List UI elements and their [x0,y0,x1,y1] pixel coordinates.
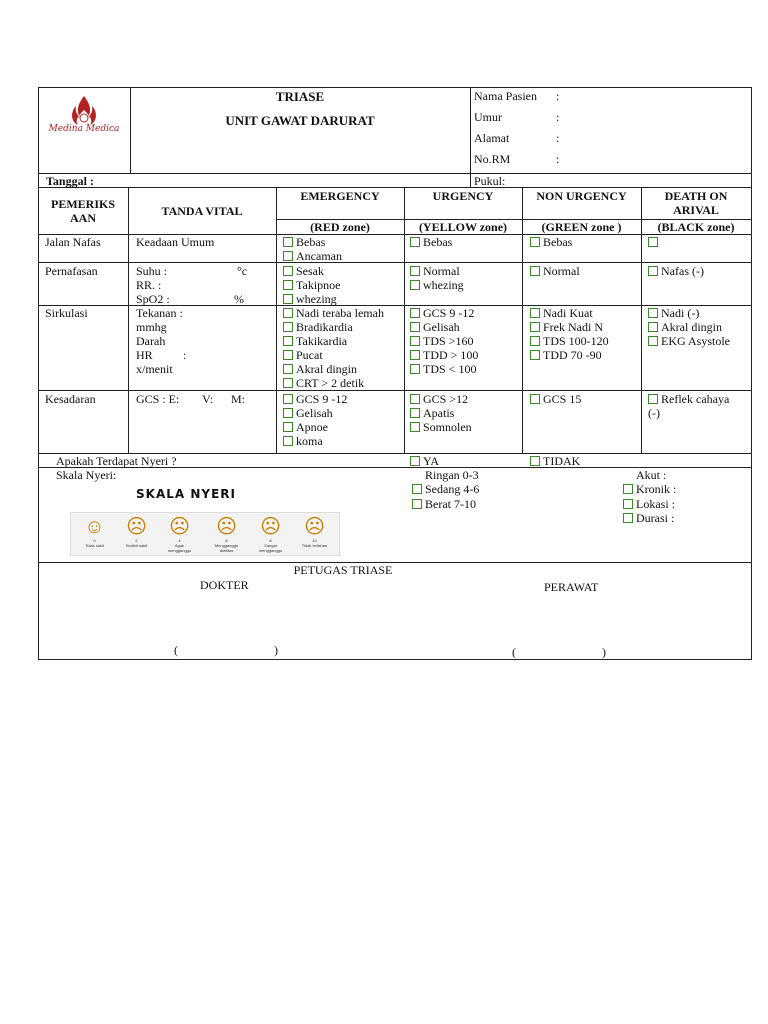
checkbox-icon [530,237,540,247]
checkbox-option[interactable]: koma [283,434,323,448]
vital-rr: RR. : [136,278,162,292]
checkbox-option[interactable]: Akut : [636,468,667,482]
checkbox-option[interactable]: Nadi (-) [648,306,699,320]
dokter-label: DOKTER [200,578,249,592]
checkbox-icon [410,336,420,346]
checkbox-option[interactable]: GCS 9 -12 [410,306,474,320]
pain-face-label: 4 Agak mengganggu [167,538,192,553]
checkbox-option[interactable]: Takipnoe [283,278,340,292]
checkbox-option[interactable]: Apatis [410,406,454,420]
vital-xmenit: x/menit [136,362,173,376]
checkbox-option[interactable]: TDS < 100 [410,362,476,376]
checkbox-option[interactable] [648,235,661,249]
checkbox-option[interactable]: Durasi : [623,511,674,525]
vital-keadaan-umum: Keadaan Umum [136,235,215,249]
logo [44,92,124,140]
checkbox-icon [623,484,633,494]
checkbox-icon [410,280,420,290]
vital-tekanan: Tekanan : [136,306,183,320]
checkbox-icon [648,322,658,332]
perawat-sign-open: ( [512,645,516,659]
checkbox-option[interactable]: Ancaman [283,249,342,263]
checkbox-option[interactable]: whezing [283,292,337,306]
checkbox-icon [410,308,420,318]
checkbox-icon [530,394,540,404]
checkbox-icon [283,322,293,332]
nyeri-question: Apakah Terdapat Nyeri ? [56,454,177,468]
checkbox-option[interactable]: Nafas (-) [648,264,704,278]
checkbox-icon [530,266,540,276]
checkbox-icon [648,336,658,346]
checkbox-icon [648,394,658,404]
row-label-jalan-nafas: Jalan Nafas [45,235,101,249]
checkbox-icon [283,294,293,304]
form-title: TRIASE [275,89,325,104]
checkbox-option[interactable]: Bradikardia [283,320,353,334]
zone-green: (GREEN zone ) [541,220,622,234]
row-label-pernafasan: Pernafasan [45,264,98,278]
checkbox-option[interactable]: Bebas [283,235,325,249]
petugas-triase: PETUGAS TRIASE [293,563,393,577]
checkbox-option[interactable]: Pucat [283,348,323,362]
checkbox-option[interactable]: Gelisah [283,406,333,420]
checkbox-icon [410,408,420,418]
patient-name-sep: : [556,89,560,103]
checkbox-option[interactable]: GCS 15 [530,392,581,406]
checkbox-icon [410,322,420,332]
checkbox-option[interactable]: YA [410,454,439,468]
vital-hr-sep: : [183,348,187,362]
checkbox-icon [283,422,293,432]
col-non-urgency: NON URGENCY [536,189,627,203]
checkbox-icon [283,408,293,418]
checkbox-icon [530,350,540,360]
checkbox-option[interactable]: Takikardia [283,334,347,348]
checkbox-icon [283,308,293,318]
col-tanda-vital: TANDA VITAL [161,204,243,218]
vital-spo2-unit: % [234,292,244,306]
checkbox-icon [283,336,293,346]
dokter-sign-close: ) [274,643,278,657]
patient-rm-sep: : [556,152,560,166]
pain-face-icon: ☹ [169,516,190,538]
patient-address-sep: : [556,131,560,145]
pain-face-icon: ☹ [216,516,237,538]
form-subtitle: UNIT GAWAT DARURAT [225,113,375,128]
patient-age-sep: : [556,110,560,124]
checkbox-icon [530,322,540,332]
checkbox-option[interactable]: TDD 70 -90 [530,348,602,362]
pain-face-icon: ☹ [126,516,147,538]
pain-face-label: 8 Sangat mengganggu [258,538,283,553]
checkbox-option[interactable]: Somnolen [410,420,472,434]
checkbox-icon [648,266,658,276]
checkbox-icon [410,364,420,374]
checkbox-icon [530,308,540,318]
checkbox-option[interactable]: TIDAK [530,454,580,468]
checkbox-icon [410,456,420,466]
checkbox-option[interactable]: Nadi Kuat [530,306,593,320]
checkbox-option[interactable]: whezing [410,278,464,292]
pain-face-icon: ☹ [304,516,325,538]
checkbox-icon [623,499,633,509]
checkbox-icon [410,237,420,247]
checkbox-option[interactable]: Lokasi : [623,497,675,511]
checkbox-option[interactable]: GCS >12 [410,392,468,406]
reflek-cahaya-suffix: (-) [648,406,660,420]
checkbox-icon [283,436,293,446]
vital-gcs-m: M: [231,392,246,406]
checkbox-icon [283,350,293,360]
checkbox-icon [530,456,540,466]
checkbox-icon [412,499,422,509]
checkbox-option[interactable]: Bebas [410,235,452,249]
vital-mmhg: mmhg [136,320,167,334]
checkbox-option[interactable]: Akral dingin [283,362,357,376]
checkbox-option[interactable]: Normal [410,264,460,278]
checkbox-option[interactable]: TDD > 100 [410,348,478,362]
checkbox-icon [410,422,420,432]
checkbox-option[interactable]: Frek Nadi N [530,320,603,334]
checkbox-option[interactable]: Reflek cahaya [648,392,729,406]
checkbox-icon [283,364,293,374]
checkbox-icon [623,513,633,523]
vital-gcs-v: V: [202,392,214,406]
checkbox-icon [648,237,658,247]
checkbox-option[interactable]: Sedang 4-6 [412,482,479,496]
checkbox-option[interactable]: TDS 100-120 [530,334,609,348]
checkbox-icon [410,266,420,276]
col-pemeriksaan: PEMERIKS AAN [50,197,115,225]
pukul-label: Pukul: [474,174,506,188]
checkbox-icon [530,336,540,346]
zone-yellow: (YELLOW zone) [418,220,508,234]
checkbox-icon [410,350,420,360]
zone-red: (RED zone) [310,220,370,234]
pain-face-icon: ☺ [84,516,105,538]
checkbox-option[interactable]: Normal [530,264,580,278]
vital-gcs-e: GCS : E: [136,392,180,406]
col-death: DEATH ON ARIVAL [664,189,728,217]
patient-age-label: Umur [474,110,502,124]
checkbox-icon [283,266,293,276]
skala-nyeri-title: SKALA NYERI [136,487,236,501]
checkbox-option[interactable]: Nadi teraba lemah [283,306,384,320]
checkbox-option[interactable]: Akral dingin [648,320,722,334]
checkbox-option[interactable]: EKG Asystole [648,334,730,348]
pain-face-icon: ☹ [260,516,281,538]
row-label-kesadaran: Kesadaran [45,392,96,406]
tanggal-label: Tanggal : [46,174,94,188]
dokter-sign-open: ( [174,643,178,657]
checkbox-icon [410,394,420,404]
row-label-sirkulasi: Sirkulasi [45,306,88,320]
vital-spo2: SpO2 : [136,292,170,306]
checkbox-option[interactable]: Apnoe [283,420,328,434]
checkbox-option[interactable]: Gelisah [410,320,460,334]
perawat-label: PERAWAT [544,580,599,594]
skala-nyeri-label: Skala Nyeri: [56,468,117,482]
checkbox-option[interactable]: Ringan 0-3 [425,468,479,482]
patient-address-label: Alamat [474,131,510,145]
vital-hr: HR [136,348,153,362]
patient-name-label: Nama Pasien [474,89,537,103]
checkbox-option[interactable]: Berat 7-10 [412,497,476,511]
checkbox-icon [648,308,658,318]
vital-suhu-unit: °c [237,264,248,278]
zone-black: (BLACK zone) [657,220,735,234]
checkbox-option[interactable]: Kronik : [623,482,676,496]
pain-face-label: 10 Tidak tertahan [301,538,328,548]
pain-face-label: 0 Tidak sakit [85,538,104,548]
vital-darah: Darah [136,334,166,348]
checkbox-icon [283,237,293,247]
col-emergency: EMERGENCY [300,189,380,203]
patient-rm-label: No.RM [474,152,511,166]
col-urgency: URGENCY [432,189,494,203]
pain-face-label: 2 Sedikit sakit [125,538,148,548]
perawat-sign-close: ) [602,645,606,659]
checkbox-option[interactable]: Bebas [530,235,572,249]
vital-suhu: Suhu : [136,264,168,278]
checkbox-icon [283,378,293,388]
checkbox-option[interactable]: GCS 9 -12 [283,392,347,406]
checkbox-option[interactable]: Sesak [283,264,324,278]
checkbox-icon [412,484,422,494]
checkbox-option[interactable]: TDS >160 [410,334,473,348]
checkbox-icon [283,280,293,290]
checkbox-option[interactable]: CRT > 2 detik [283,376,364,390]
checkbox-icon [283,394,293,404]
checkbox-icon [283,251,293,261]
logo-text: Medina Medica [48,124,120,134]
pain-face-label: 6 Mengganggu aktifitas [214,538,239,553]
